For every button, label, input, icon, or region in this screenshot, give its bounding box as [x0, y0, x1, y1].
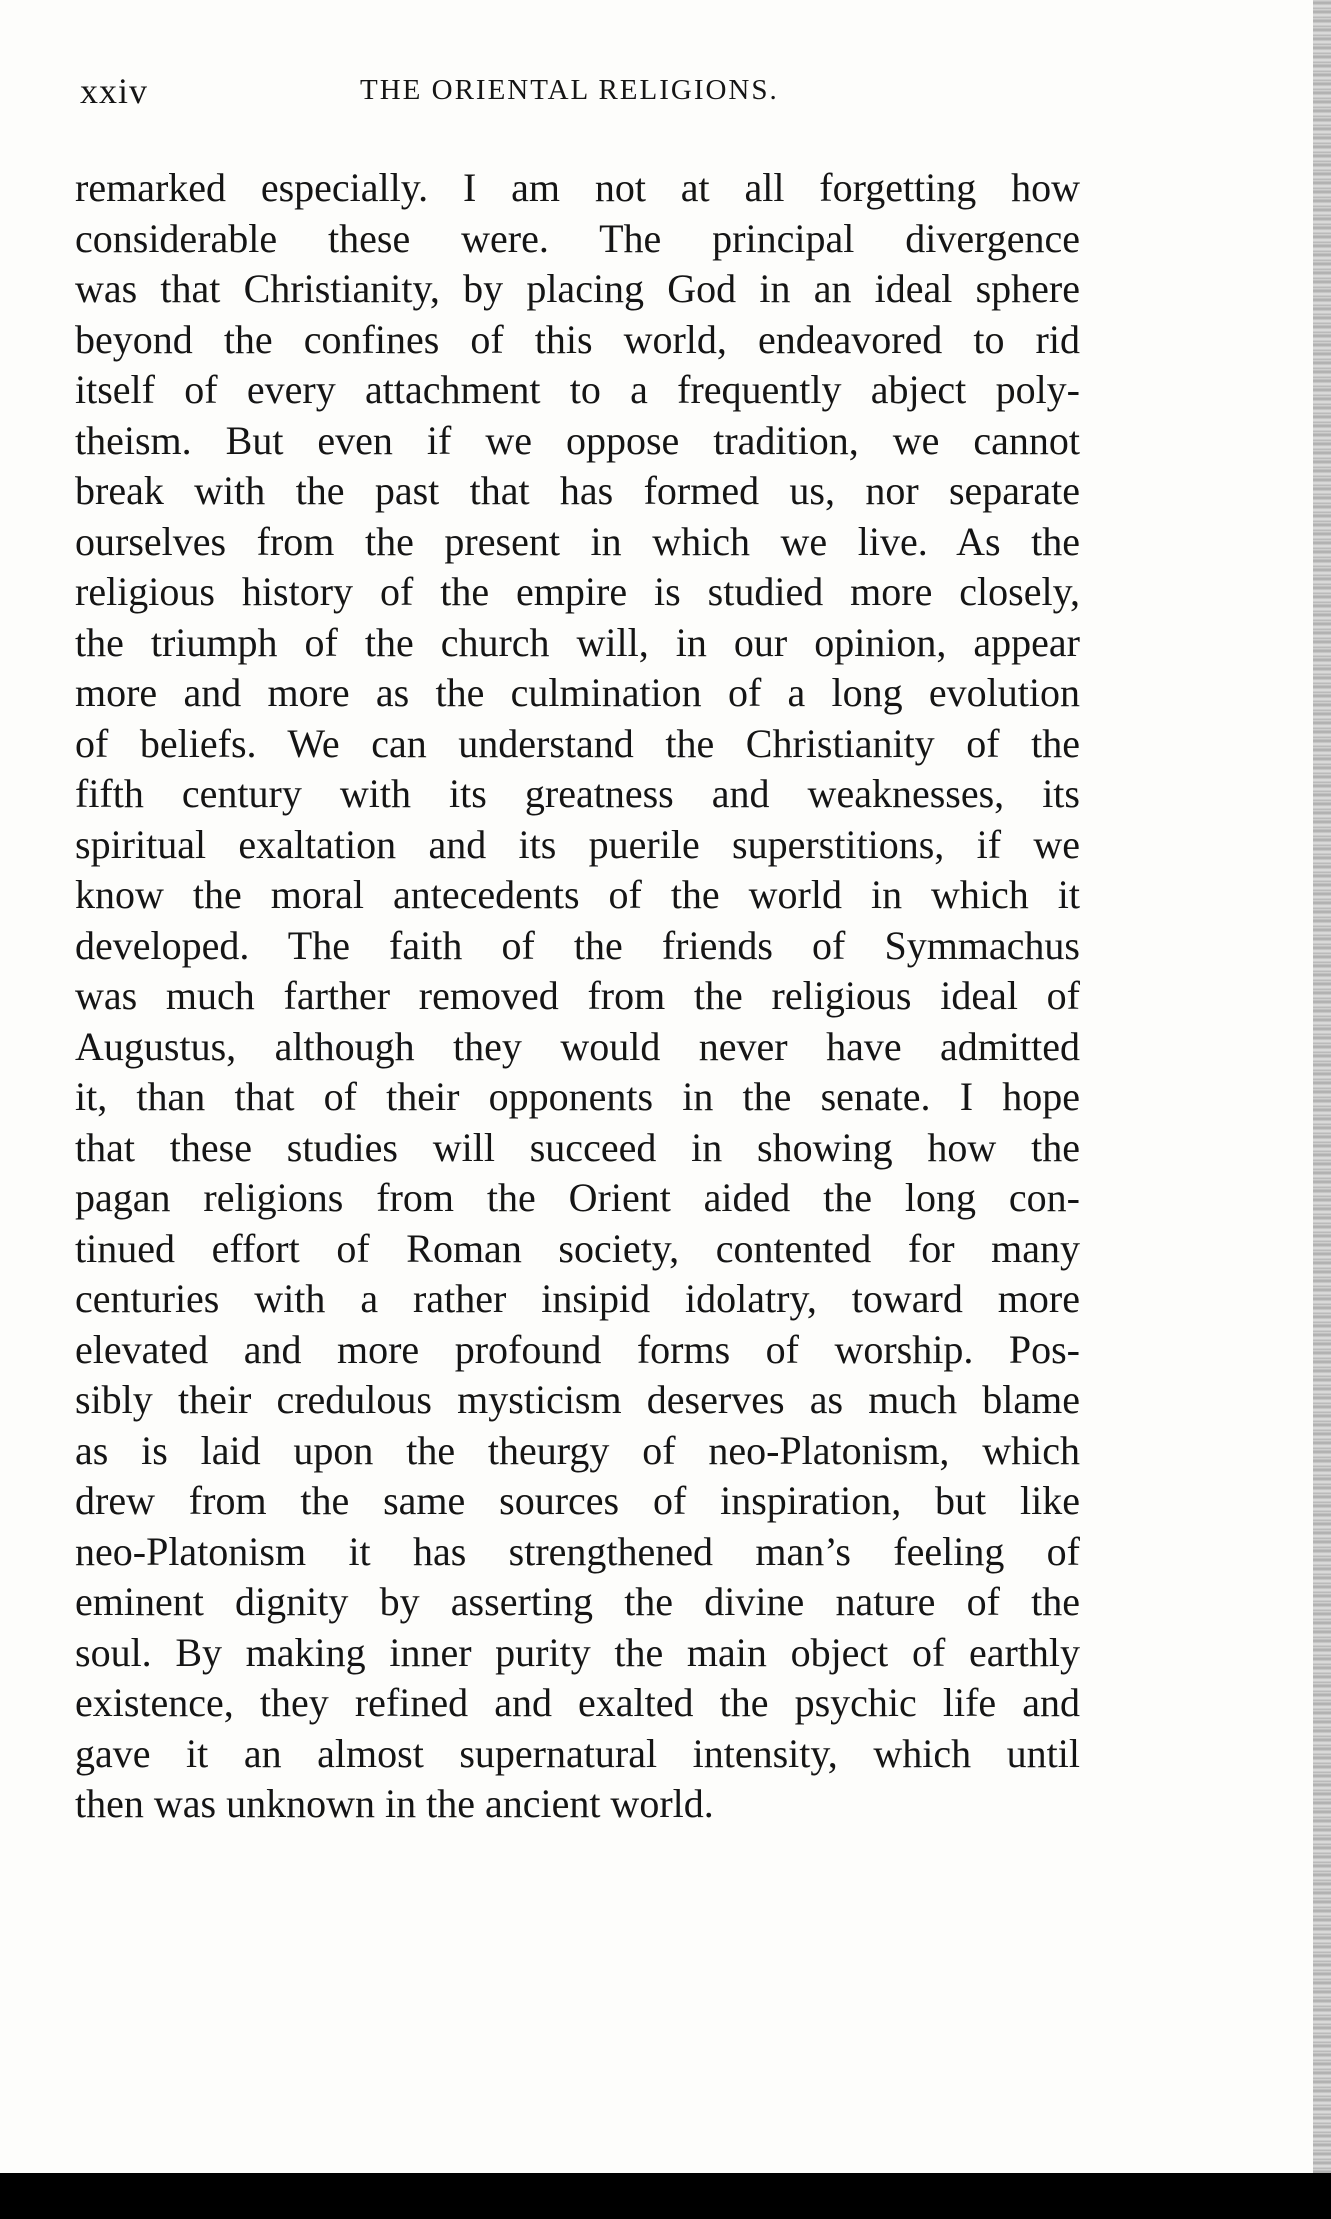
text-line: was that Christianity, by placing God in an ideal sphere — [75, 266, 1080, 311]
text-line: religious history of the empire is studied more closely, — [75, 569, 1080, 614]
text-line: remarked especially. I am not at all forgetting how — [75, 165, 1080, 210]
text-line: developed. The faith of the friends of Symmachus — [75, 922, 1080, 968]
text-line: tinued effort of Roman society, contented for many — [75, 1225, 1080, 1271]
scan-bottom-border — [0, 2173, 1331, 2219]
text-line: gave it an almost supernatural intensity, which until — [75, 1730, 1080, 1776]
text-line: existence, they refined and exalted the psychic life and — [75, 1680, 1080, 1725]
text-line: the triumph of the church will, in our opinion, appear — [75, 619, 1080, 665]
page-number: xxiv — [80, 71, 149, 111]
text-line: break with the past that has formed us, nor separate — [75, 468, 1080, 513]
text-line: centuries with a rather insipid idolatry, toward more — [75, 1276, 1080, 1321]
text-line: ourselves from the present in which we live. As the — [75, 518, 1080, 564]
text-line: elevated and more profound forms of worship. Pos- — [75, 1326, 1080, 1372]
text-line: as is laid upon the theurgy of neo-Platonism, which — [75, 1427, 1080, 1473]
text-line: considerable these were. The principal divergence — [75, 215, 1080, 261]
text-line: sibly their credulous mysticism deserves as much blame — [75, 1377, 1080, 1422]
text-line: more and more as the culmination of a long evolution — [75, 670, 1080, 715]
text-line: beyond the confines of this world, endeavored to rid — [75, 316, 1080, 362]
text-line: it, than that of their opponents in the senate. I hope — [75, 1074, 1080, 1119]
text-line: drew from the same sources of inspiration, but like — [75, 1478, 1080, 1523]
body-text — [75, 163, 1080, 1830]
text-line: neo-Platonism it has strengthened man’s feeling of — [75, 1528, 1080, 1574]
text-line: theism. But even if we oppose tradition, we cannot — [75, 417, 1080, 463]
text-line: that these studies will succeed in showing how the — [75, 1124, 1080, 1170]
text-line: spiritual exaltation and its puerile superstitions, if we — [75, 821, 1080, 867]
page-header — [80, 70, 1080, 130]
running-head: THE ORIENTAL RELIGIONS. — [360, 74, 779, 106]
text-line: of beliefs. We can understand the Christianity of the — [75, 720, 1080, 766]
page-binding-edge — [1313, 0, 1331, 2219]
text-line: eminent dignity by asserting the divine nature of the — [75, 1579, 1080, 1624]
text-line: fifth century with its greatness and weaknesses, its — [75, 771, 1080, 816]
text-line: soul. By making inner purity the main object of earthly — [75, 1629, 1080, 1675]
text-line-last: then was unknown in the ancient world. — [75, 1781, 714, 1826]
text-line: was much farther removed from the religious ideal of — [75, 973, 1080, 1018]
text-line: know the moral antecedents of the world in which it — [75, 872, 1080, 917]
text-line: pagan religions from the Orient aided the long con- — [75, 1175, 1080, 1220]
text-line: itself of every attachment to a frequently abject poly- — [75, 367, 1080, 412]
text-line: Augustus, although they would never have admitted — [75, 1023, 1080, 1069]
